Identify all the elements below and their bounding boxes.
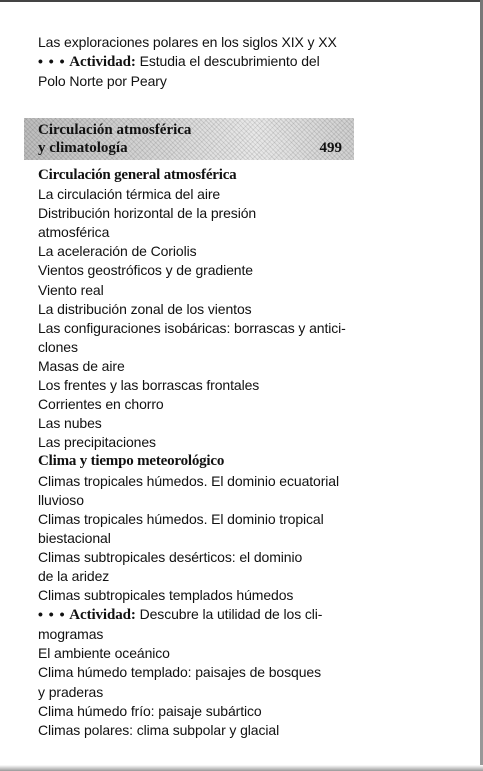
toc-entry: Polo Norte por Peary [38,73,167,90]
toc-entry: Climas subtropicales desérticos: el dominio [38,548,303,565]
toc-entry: Las exploraciones polares en los siglos XIX y XX [38,34,337,50]
subheading: Circulación general atmosférica [38,167,237,183]
page-bottom-edge [0,765,483,771]
page-top-rule [0,0,483,2]
toc-entry: Climas subtropicales templados húmedos [38,587,294,604]
section-title-line2: y climatología [38,140,128,156]
toc-entry: lluvioso [38,491,84,508]
toc-entry: Clima húmedo frío: paisaje subártico [38,702,262,719]
toc-entry: Corrientes en chorro [38,396,164,413]
activity-text: Descubre la utilidad de los cli- [139,606,323,623]
toc-entry: Las configuraciones isobáricas: borrascas y antici- [38,319,346,336]
toc-entry: Los frentes y las borrascas frontales [38,377,260,394]
activity-label: Actividad: [69,607,136,624]
toc-entry: biestacional [38,529,111,546]
activity-label: Actividad: [69,54,136,71]
toc-entry: Distribución horizontal de la presión [38,205,257,222]
toc-entry: mogramas [38,626,104,643]
toc-list [38,166,358,740]
section-header [24,118,354,160]
toc-entry: Las nubes [38,415,102,432]
activity-line [38,605,358,625]
toc-entry: Climas polares: clima subpolar y glacial [38,721,280,738]
toc-entry: Masas de aire [38,357,125,374]
toc-entry: Climas tropicales húmedos. El dominio tropical [38,510,324,527]
activity-line [38,52,358,72]
bullet-dots: • • • [38,53,66,70]
toc-entry: El ambiente oceánico [38,645,170,662]
toc-entry: Clima húmedo templado: paisajes de bosques [38,664,321,681]
toc-entry: La circulación térmica del aire [38,186,221,203]
intro-block [38,33,358,91]
toc-entry: Vientos geostróficos y de gradiente [38,262,253,279]
toc-entry: de la aridez [38,567,110,584]
toc-entry: atmosférica [38,224,110,241]
toc-entry: La distribución zonal de los vientos [38,300,252,317]
toc-entry: Viento real [38,281,104,298]
toc-entry: Climas tropicales húmedos. El dominio ecuatorial [38,472,340,489]
section-title-line1: Circulación atmosférica [38,122,192,138]
toc-entry: Las precipitaciones [38,434,156,451]
activity-text: Estudia el descubrimiento del [139,53,320,70]
toc-entry: La aceleración de Coriolis [38,243,197,260]
toc-entry: y praderas [38,683,104,700]
toc-entry: clones [38,338,78,355]
bullet-dots: • • • [38,606,66,623]
subheading: Clima y tiempo meteorológico [38,453,225,470]
section-page-number: 499 [319,140,342,156]
